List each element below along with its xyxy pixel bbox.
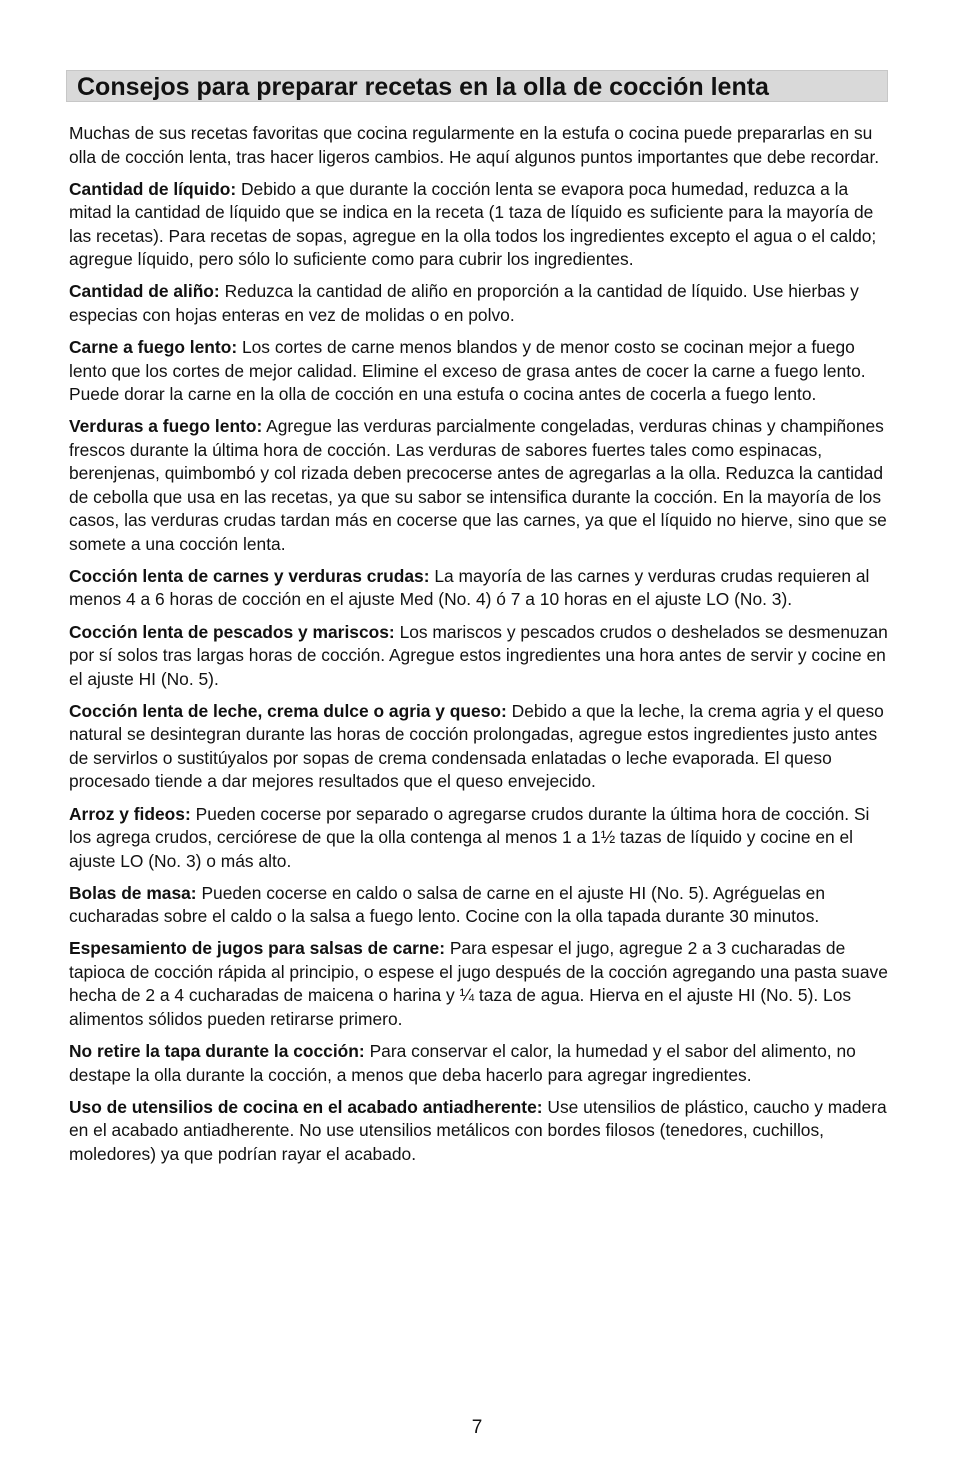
tip-heading: Cantidad de aliño:: [69, 281, 220, 302]
tip-text: Los cortes de carne menos blandos y de menor costo se cocinan mejor a fuego lento que los cortes de mejor calidad. Elimine el exceso de grasa antes de cocer la carne a fuego lento. Puede dorar la carne en la olla de cocción en una estufa o cocina antes de cocerla a fuego lento.: [69, 337, 866, 405]
intro-paragraph: Muchas de sus recetas favoritas que cocina regularmente en la estufa o cocina puede prepararlas en su olla de cocción lenta, tras hacer ligeros cambios. He aquí algunos puntos importantes que debe recordar.: [69, 123, 880, 167]
page-number: 7: [471, 1417, 483, 1438]
tip-paragraph: [69, 882, 891, 929]
tip-text: Pueden cocerse en caldo o salsa de carne en el ajuste HI (No. 5). Agréguelas en cucharadas sobre el caldo o la salsa a fuego lento. Cocine con la olla tapada durante 30 minutos.: [69, 882, 825, 927]
tip-heading: Uso de utensilios de cocina en el acabado antiadherente:: [69, 1096, 543, 1117]
tip-heading: No retire la tapa durante la cocción:: [69, 1041, 365, 1062]
tip-text: Debido a que durante la cocción lenta se evapora poca humedad, reduzca a la mitad la cantidad de líquido que se indica en la receta (1 taza de líquido es suficiente para la mayoría de las recetas). Para recetas de sopas, agregue en la olla todos los ingredientes excepto el agua o el caldo; agregue líquido, pero sólo lo suficiente como para cubrir los ingredientes.: [69, 178, 877, 270]
tip-paragraph: [69, 621, 891, 692]
tip-paragraph: [69, 803, 891, 874]
page-title: Consejos para preparar recetas en la olla de cocción lenta: [77, 73, 769, 101]
tip-heading: Cantidad de líquido:: [69, 178, 237, 199]
tip-heading: Verduras a fuego lento:: [69, 416, 263, 437]
tip-text: Los mariscos y pescados crudos o deshelados se desmenuzan por sí solos tras largas horas de cocción. Agregue estos ingredientes una hora antes de servir y cocine en el ajuste HI (No. 5).: [69, 621, 888, 689]
tip-paragraph: [69, 178, 891, 272]
tip-text: Reduzca la cantidad de aliño en proporción a la cantidad de líquido. Use hierbas y especias con hojas enteras en vez de molidas o en polvo.: [69, 281, 859, 325]
tip-text: La mayoría de las carnes y verduras crudas requieren al menos 4 a 6 horas de cocción en el ajuste Med (No. 4) ó 7 a 10 horas en el ajuste LO (No. 3).: [69, 565, 870, 610]
tip-text: Pueden cocerse por separado o agregarse crudos durante la última hora de cocción. Si los agrega crudos, cerciórese de que la olla contenga al menos 1 a 1½ tazas de líquido y cocine en el ajuste LO (No. 3) o más alto.: [69, 803, 870, 871]
title-banner: [66, 70, 888, 102]
tip-text: Para espesar el jugo, agregue 2 a 3 cucharadas de tapioca de cocción rápida al principio, o espese el jugo después de la cocción agregando una pasta suave hecha de 2 a 4 cucharadas de maicena o harina y ¼ taza de agua. Hierva en el ajuste HI (No. 5). Los alimentos sólidos pueden retirarse primero.: [69, 938, 888, 1029]
tip-paragraph: [69, 336, 891, 407]
tip-paragraph: [69, 415, 891, 556]
tip-text: Agregue las verduras parcialmente congeladas, verduras chinas y champiñones frescos durante la última hora de cocción. Las verduras de sabores fuertes tales como espinacas, berenjenas, quimbombó y col rizada deben precocerse antes de agregarlas a la olla. Reduzca la cantidad de cebolla que usa en las recetas, ya que su sabor se intensifica durante la cocción. En la mayoría de los casos, las verduras crudas tardan más en cocerse que las carnes, ya que el líquido no hierve, sino que se somete a una cocción lenta.: [69, 416, 887, 554]
tip-heading: Arroz y fideos:: [69, 803, 191, 824]
tip-paragraph: [69, 937, 891, 1031]
tip-paragraph: [69, 1040, 891, 1087]
tip-text: Para conservar el calor, la humedad y el sabor del alimento, no destape la olla durante la cocción, a menos que deba hacerlo para agregar ingredientes.: [69, 1041, 856, 1085]
tip-heading: Carne a fuego lento:: [69, 337, 238, 358]
tip-text: Use utensilios de plástico, caucho y madera en el acabado antiadherente. No use utensilios metálicos con bordes filosos (tenedores, cuchillos, moledores) ya que podrían rayar el acabado.: [69, 1096, 887, 1164]
tip-paragraph: [69, 280, 891, 327]
tip-heading: Cocción lenta de leche, crema dulce o agria y queso:: [69, 700, 507, 721]
tip-paragraph: [69, 700, 891, 794]
tip-heading: Cocción lenta de pescados y mariscos:: [69, 621, 395, 642]
content-body: [69, 122, 891, 1175]
tip-text: Debido a que la leche, la crema agria y el queso natural se desintegran durante las horas de cocción prolongadas, agregue estos ingredientes justo antes de servirlos o sustitúyalos por sopas de crema condensada enlatadas o leche evaporada. El queso procesado tiende a dar mejores resultados que el queso envejecido.: [69, 700, 884, 792]
tip-heading: Cocción lenta de carnes y verduras crudas:: [69, 565, 430, 586]
tip-heading: Bolas de masa:: [69, 882, 197, 903]
tip-heading: Espesamiento de jugos para salsas de carne:: [69, 938, 445, 959]
tip-paragraph: [69, 565, 891, 612]
tip-paragraph: [69, 1096, 891, 1167]
